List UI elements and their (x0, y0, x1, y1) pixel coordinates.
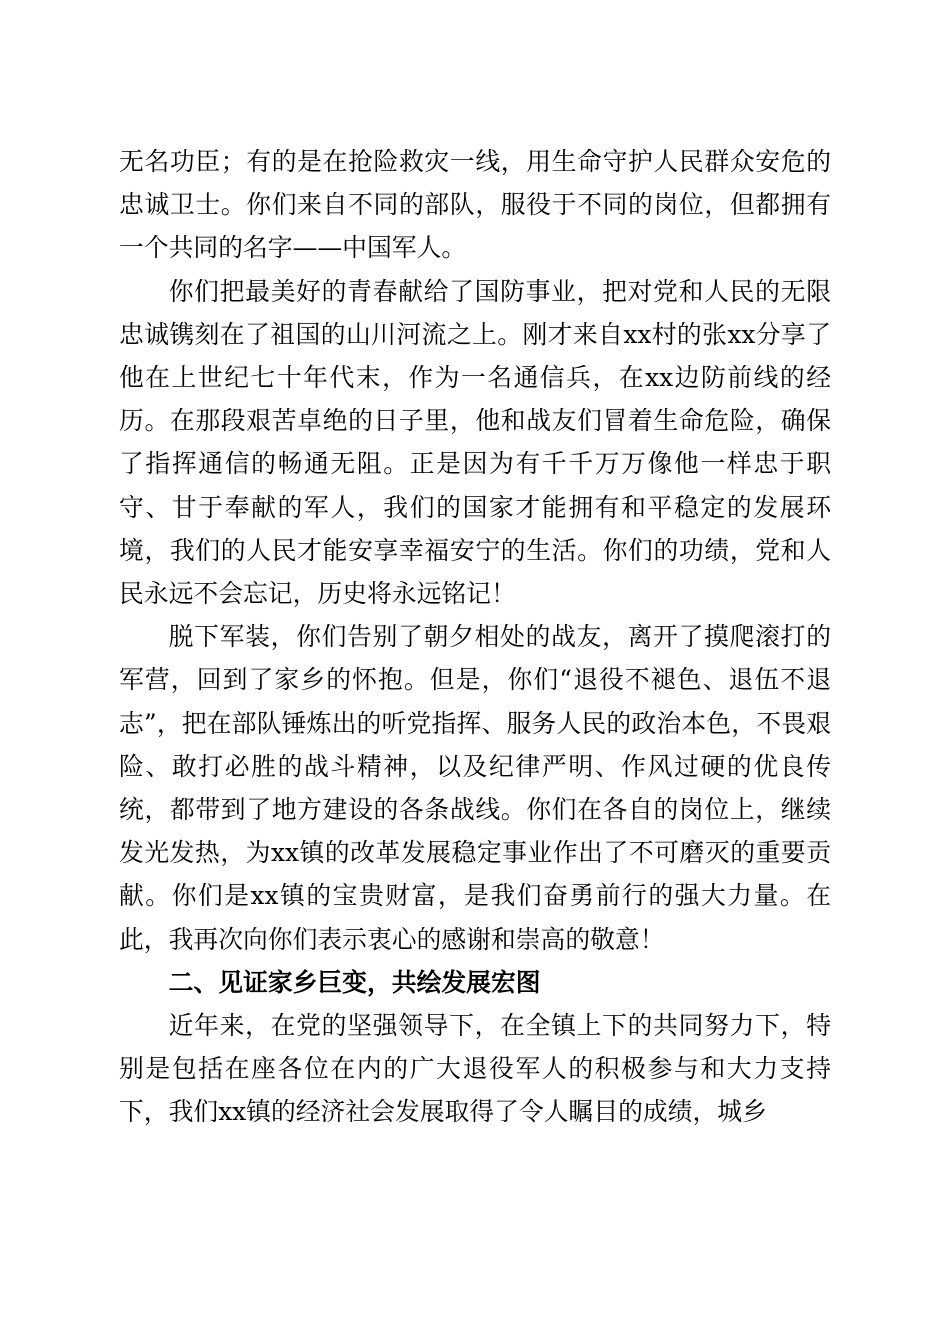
paragraph-4: 近年来，在党的坚强领导下，在全镇上下的共同努力下，特别是包括在座各位在内的广大退役军人的积极参与和大力支持下，我们xx镇的经济社会发展取得了令人瞩目的成绩，城乡 (119, 1011, 831, 1127)
paragraph-1: 无名功臣；有的是在抢险救灾一线，用生命守护人民群众安危的忠诚卫士。你们来自不同的部队，服役于不同的岗位，但都拥有一个共同的名字——中国军人。 (119, 147, 831, 263)
document-body (119, 140, 831, 1134)
section-heading: 二、见证家乡巨变，共绘发展宏图 (168, 967, 541, 997)
paragraph-2: 你们把最美好的青春献给了国防事业，把对党和人民的无限忠诚镌刻在了祖国的山川河流之上。刚才来自xx村的张xx分享了他在上世纪七十年代末，作为一名通信兵，在xx边防前线的经历。在那段艰苦卓绝的日子里，他和战友们冒着生命危险，确保了指挥通信的畅通无阻。正是因为有千千万万像他一样忠于职守、甘于奉献的军人，我们的国家才能拥有和平稳定的发展环境，我们的人民才能安享幸福安宁的生活。你们的功绩，党和人民永远不会忘记，历史将永远铭记！ (119, 276, 831, 609)
paragraph-3: 脱下军装，你们告别了朝夕相处的战友，离开了摸爬滚打的军营，回到了家乡的怀抱。但是，你们“退役不褪色、退伍不退志”，把在部队锤炼出的听党指挥、服务人民的政治本色，不畏艰险、敢打必胜的战斗精神，以及纪律严明、作风过硬的优良传统，都带到了地方建设的各条战线。你们在各自的岗位上，继续发光发热，为xx镇的改革发展稳定事业作出了不可磨灭的重要贡献。你们是xx镇的宝贵财富，是我们奋勇前行的强大力量。在此，我再次向你们表示衷心的感谢和崇高的敬意！ (119, 622, 831, 954)
